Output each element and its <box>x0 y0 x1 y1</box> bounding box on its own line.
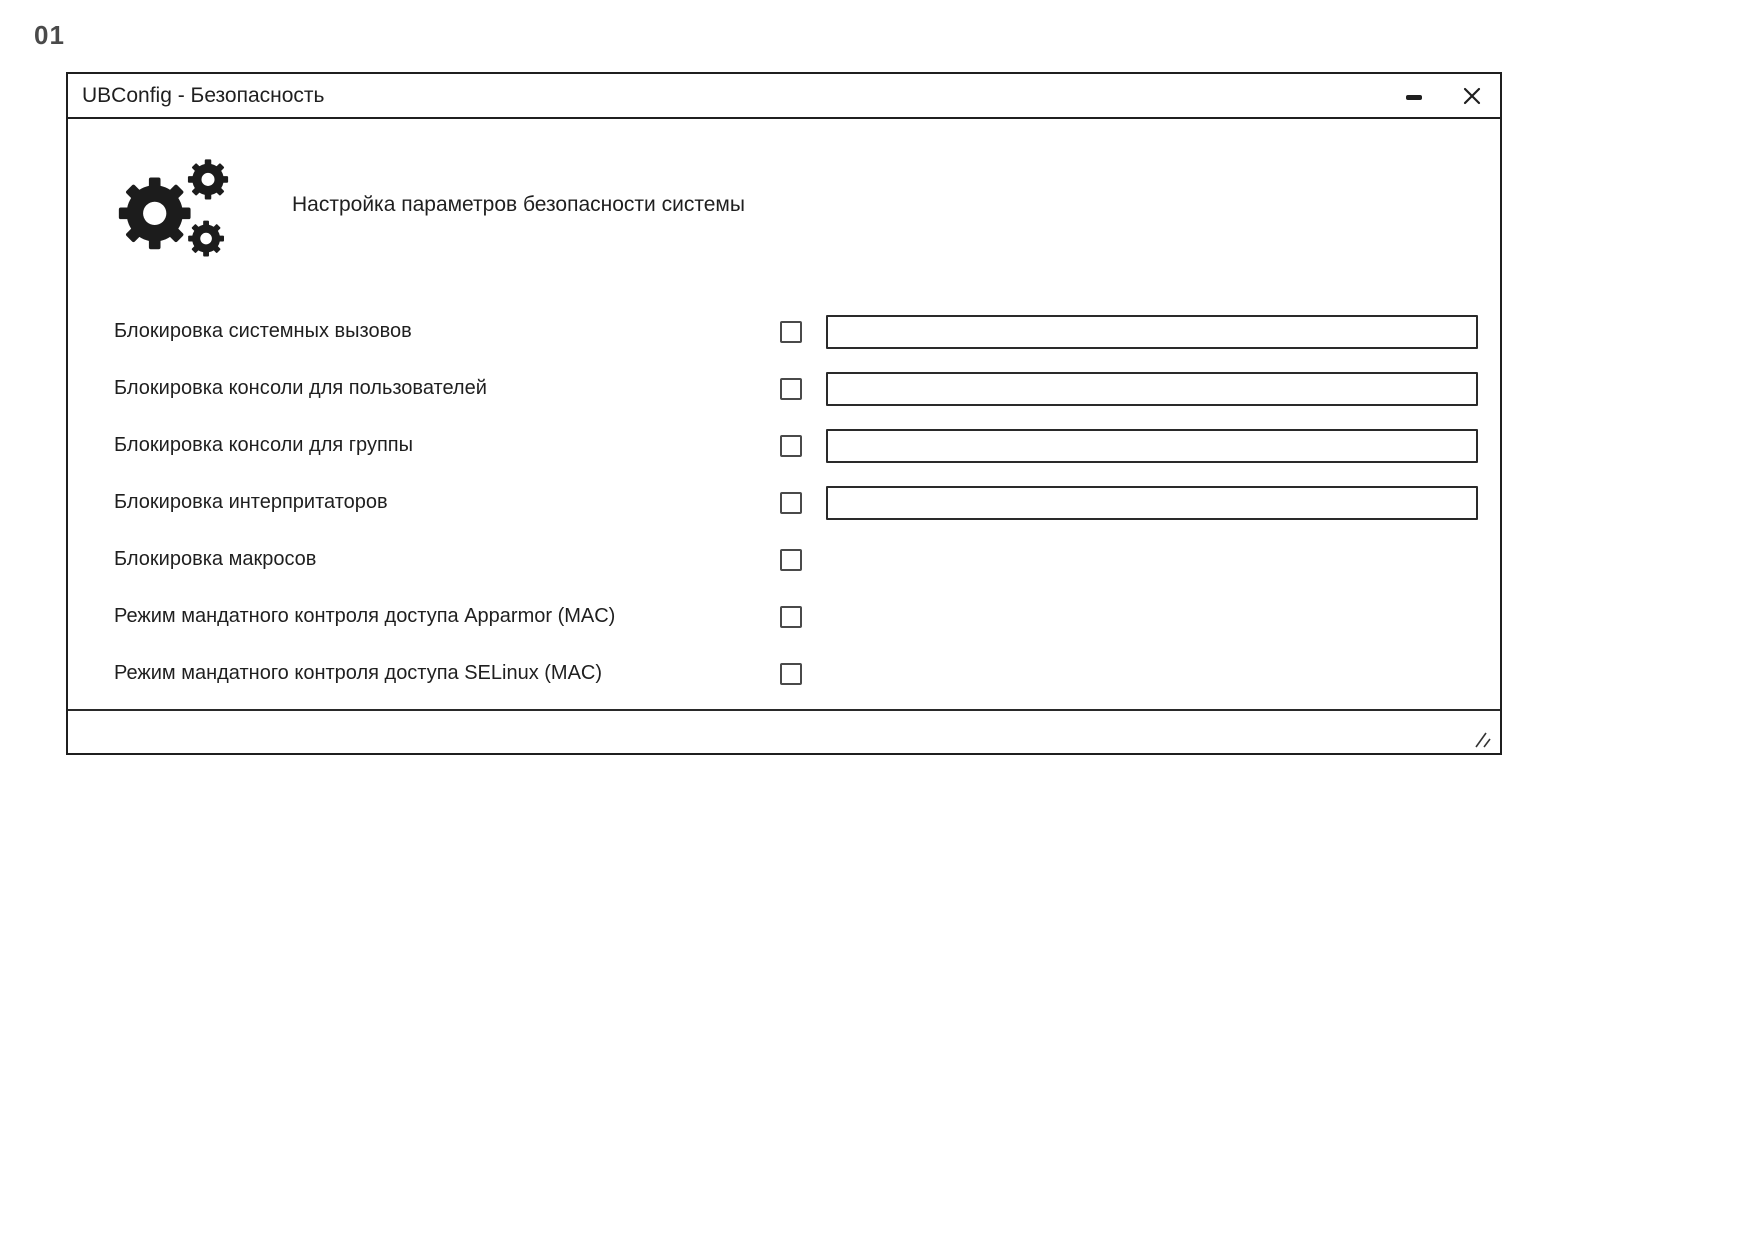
status-bar <box>68 709 1500 753</box>
form-row-block-console-users <box>114 360 1500 417</box>
form-row-block-macros <box>114 531 1500 588</box>
form-row-block-syscalls <box>114 303 1500 360</box>
form-row-block-interpreters <box>114 474 1500 531</box>
window-titlebar[interactable] <box>68 74 1500 119</box>
minimize-icon <box>1406 95 1422 100</box>
row-label-block-interpreters: Блокировка интерпритаторов <box>114 491 388 513</box>
form-row-selinux-mac <box>114 645 1500 702</box>
checkbox-block-syscalls[interactable] <box>780 321 802 343</box>
window-title: UBConfig - Безопасность <box>82 83 325 107</box>
header-row <box>114 153 1500 265</box>
checkbox-block-macros[interactable] <box>780 549 802 571</box>
checkbox-block-console-group[interactable] <box>780 435 802 457</box>
window-subtitle: Настройка параметров безопасности системы <box>292 193 745 216</box>
window-content <box>68 153 1500 702</box>
gears-icon <box>114 153 240 265</box>
row-label-apparmor-mac: Режим мандатного контроля доступа Apparmor (MAC) <box>114 605 616 627</box>
input-block-syscalls[interactable] <box>826 315 1478 349</box>
row-label-block-console-users: Блокировка консоли для пользователей <box>114 377 487 399</box>
checkbox-block-interpreters[interactable] <box>780 492 802 514</box>
input-block-console-group[interactable] <box>826 429 1478 463</box>
form-row-apparmor-mac <box>114 588 1500 645</box>
checkbox-apparmor-mac[interactable] <box>780 606 802 628</box>
window-controls <box>1402 84 1484 108</box>
row-label-block-macros: Блокировка макросов <box>114 548 317 570</box>
minimize-button[interactable] <box>1402 84 1426 108</box>
row-label-block-console-group: Блокировка консоли для группы <box>114 434 413 456</box>
input-block-interpreters[interactable] <box>826 486 1478 520</box>
checkbox-block-console-users[interactable] <box>780 378 802 400</box>
input-block-console-users[interactable] <box>826 372 1478 406</box>
form-row-block-console-group <box>114 417 1500 474</box>
close-icon <box>1462 86 1482 106</box>
security-form <box>114 303 1500 702</box>
row-label-selinux-mac: Режим мандатного контроля доступа SELinux (MAC) <box>114 662 603 684</box>
checkbox-selinux-mac[interactable] <box>780 663 802 685</box>
figure-label: 01 <box>34 20 65 50</box>
close-button[interactable] <box>1460 84 1484 108</box>
row-label-block-syscalls: Блокировка системных вызовов <box>114 320 412 342</box>
ubconfig-window <box>66 72 1502 755</box>
resize-grip-icon[interactable] <box>1470 731 1492 748</box>
